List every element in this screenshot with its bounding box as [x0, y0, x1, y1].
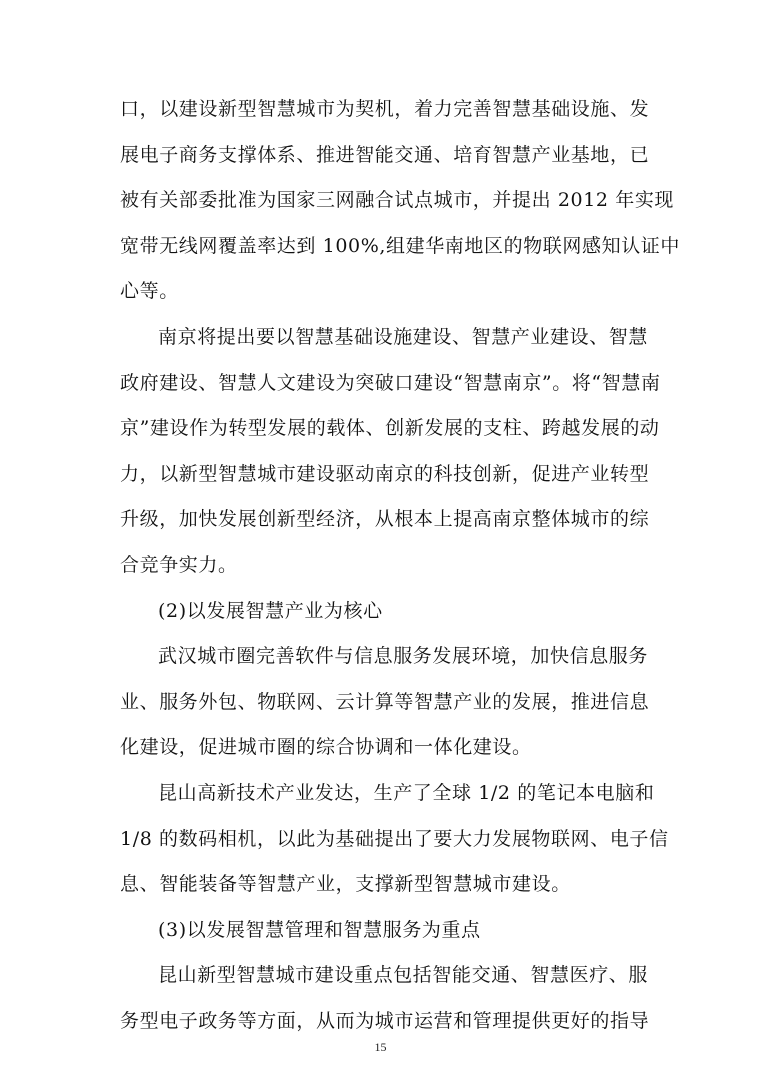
text-line: 化建设，促进城市圈的综合协调和一体化建设。 — [120, 736, 532, 759]
paragraph-first-line: 南京将提出要以智慧基础设施建设、智慧产业建设、智慧 — [158, 325, 649, 348]
body-text — [120, 87, 680, 1044]
text-line: 升级，加快发展创新型经济，从根本上提高南京整体城市的综 — [120, 508, 650, 531]
paragraph-first-line: 武汉城市圈完善软件与信息服务发展环境，加快信息服务 — [158, 645, 649, 668]
section-heading: (2)以发展智慧产业为核心 — [158, 599, 383, 622]
page-number: 15 — [374, 1040, 387, 1054]
paragraph-first-line: 昆山高新技术产业发达，生产了全球 1/2 的笔记本电脑和 — [158, 781, 655, 804]
text-line: 被有关部委批准为国家三网融合试点城市，并提出 2012 年实现 — [120, 189, 675, 212]
text-line: 宽带无线网覆盖率达到 100%,组建华南地区的物联网感知认证中 — [120, 234, 680, 257]
text-line: 1/8 的数码相机，以此为基础提出了要大力发展物联网、电子信 — [120, 827, 669, 850]
text-line: 心等。 — [120, 280, 179, 303]
text-line: 力，以新型智慧城市建设驱动南京的科技创新，促进产业转型 — [120, 462, 650, 485]
text-line: 合竞争实力。 — [120, 553, 238, 576]
text-line: 务型电子政务等方面，从而为城市运营和管理提供更好的指导 — [120, 1009, 650, 1032]
text-line: 政府建设、智慧人文建设为突破口建设“智慧南京”。将“智慧南 — [120, 371, 661, 394]
text-line: 业、服务外包、物联网、云计算等智慧产业的发展，推进信息 — [120, 690, 650, 713]
section-heading: (3)以发展智慧管理和智慧服务为重点 — [158, 918, 481, 941]
text-line: 展电子商务支撑体系、推进智能交通、培育智慧产业基地，已 — [120, 143, 650, 166]
text-line: 口，以建设新型智慧城市为契机，着力完善智慧基础设施、发 — [120, 98, 650, 120]
text-line: 京”建设作为转型发展的载体、创新发展的支柱、跨越发展的动 — [120, 417, 660, 440]
paragraph-first-line: 昆山新型智慧城市建设重点包括智能交通、智慧医疗、服 — [158, 964, 649, 987]
text-line: 息、智能装备等智慧产业，支撑新型智慧城市建设。 — [120, 873, 571, 896]
